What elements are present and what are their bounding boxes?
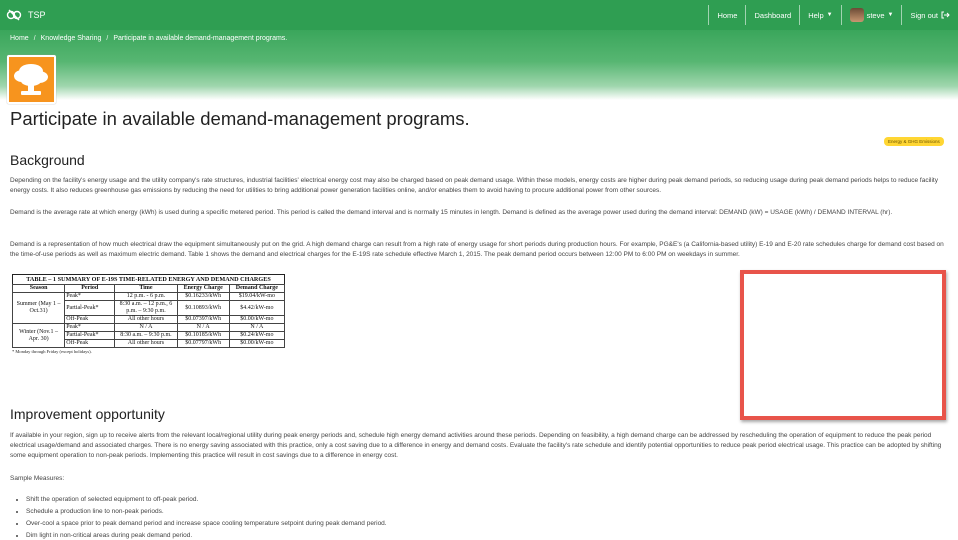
time-cell: 8:30 a.m. – 12 p.m., 6 p.m. – 9:30 p.m. — [115, 301, 177, 316]
table-header: Time — [115, 285, 177, 293]
avatar — [850, 8, 864, 22]
improvement-heading: Improvement opportunity — [10, 406, 165, 422]
demand-cell: $19.04/kW-mo — [229, 293, 284, 301]
breadcrumb — [10, 35, 287, 42]
period-cell: Off-Peak — [65, 340, 115, 348]
background-paragraph-3: Demand is a representation of how much electrical draw the equipment simultaneously put on the grid. A high demand charge can result from a high rate of energy usage for short periods during production hours. For example, PG&E's (a California-based utility) E-19 and E-20 rate schedules charge for demand cost based on the time-of-use periods as well as maximum electric demand. Table 1 shows the demand and electrical charges for the E-19S rate schedule effective March 1, 2015. The peak demand period occurs between 12:00 PM to 6:00 PM on weekdays in summer. — [10, 241, 944, 258]
nav-dashboard-label: Dashboard — [754, 10, 792, 20]
energy-cell: $0.10185/kWh — [177, 332, 229, 340]
table-footnote: * Monday through Friday (except holidays). — [12, 349, 92, 354]
table-row — [13, 293, 285, 301]
page-title: Participate in available demand-management programs. — [10, 108, 470, 129]
list-item: • Over-cool a space prior to peak demand period and increase space cooling temperature setpoint during peak demand period. — [26, 518, 387, 530]
list-item: • Shift the operation of selected equipment to off-peak period. — [26, 494, 387, 506]
list-item: • Dim light in non-critical areas during peak demand period. — [26, 530, 387, 540]
nav-signout-link[interactable] — [901, 5, 958, 25]
table-header: Period — [65, 285, 115, 293]
nav-home-link[interactable] — [708, 5, 745, 25]
nav-signout-label: Sign out — [910, 10, 938, 20]
app-name: TSP — [28, 10, 46, 20]
sample-measures-label: Sample Measures: — [10, 475, 65, 482]
background-paragraph-1: Depending on the facility's energy usage and the utility company's rate structures, industrial facilities' electrical energy cost may also be charged based on peak demand usage. Within these models, energy costs are higher during peak demand periods, so reducing usage during peak demand periods helps to reduce facility energy costs. It also reduces greenhouse gas emissions by reducing the need for utilities to bring additional power generation facilities online, and/or enables them to avoid having to procure additional power from other sources. — [10, 177, 938, 194]
season-cell: Winter (Nov.1 – Apr. 30) — [13, 324, 65, 348]
period-cell: Partial-Peak* — [65, 301, 115, 316]
demand-cell: $0.24/kW-mo — [229, 332, 284, 340]
caret-down-icon: ▼ — [826, 12, 833, 18]
period-cell: Peak* — [65, 293, 115, 301]
demand-cell: $0.00/kW-mo — [229, 316, 284, 324]
highlighted-panel — [740, 270, 946, 420]
table-row — [13, 324, 285, 332]
rate-table — [12, 274, 285, 348]
time-cell: All other hours — [115, 340, 177, 348]
demand-cell: N / A — [229, 324, 284, 332]
nav-dashboard-link[interactable] — [745, 5, 799, 25]
list-item: • Schedule a production line to non-peak periods. — [26, 506, 387, 518]
energy-cell: N / A — [177, 324, 229, 332]
table-caption: TABLE – 1 SUMMARY OF E-19S TIME-RELATED ENERGY AND DEMAND CHARGES — [12, 274, 285, 284]
rate-table-figure — [12, 274, 287, 354]
background-heading: Background — [10, 152, 85, 168]
breadcrumb-separator: / — [106, 35, 109, 42]
time-cell: 12 p.m. - 6 p.m. — [115, 293, 177, 301]
brand[interactable] — [0, 7, 46, 23]
nav-help-label: Help — [808, 10, 824, 20]
cloud-smoke-icon — [9, 57, 54, 102]
sign-out-icon — [941, 11, 950, 19]
sample-measures-list — [26, 494, 387, 540]
tsp-logo-icon — [6, 7, 22, 23]
table-header: Energy Charge — [177, 285, 229, 293]
breadcrumb-separator: / — [33, 35, 36, 42]
time-cell: N / A — [115, 324, 177, 332]
breadcrumb-knowledge-sharing[interactable]: Knowledge Sharing — [40, 35, 102, 42]
period-cell: Peak* — [65, 324, 115, 332]
period-cell: Off-Peak — [65, 316, 115, 324]
nav-menu — [708, 0, 958, 30]
nav-home-label: Home — [717, 10, 738, 20]
top-navbar — [0, 0, 958, 30]
background-paragraph-2: Demand is the average rate at which energy (kWh) is used during a specific metered period. This period is called the demand interval and is normally 15 minutes in length. Demand is defined as the average power used during the demand interval: DEMAND (kW) = USAGE (kWh) / DEMAND INTERVAL (hr). — [10, 209, 893, 216]
practice-icon — [7, 55, 56, 104]
energy-cell: $0.07397/kWh — [177, 316, 229, 324]
caret-down-icon: ▼ — [887, 12, 894, 18]
nav-help-dropdown[interactable] — [799, 5, 840, 25]
energy-cell: $0.16233/kWh — [177, 293, 229, 301]
demand-cell: $0.00/kW-mo — [229, 340, 284, 348]
breadcrumb-home[interactable]: Home — [10, 35, 29, 42]
demand-cell: $4.42/kW-mo — [229, 301, 284, 316]
time-cell: 8:30 a.m. – 9:30 p.m. — [115, 332, 177, 340]
time-cell: All other hours — [115, 316, 177, 324]
category-tag[interactable]: Energy & GHG Emissions — [884, 137, 944, 146]
energy-cell: $0.07797/kWh — [177, 340, 229, 348]
period-cell: Partial-Peak* — [65, 332, 115, 340]
season-cell: Summer (May 1 – Oct.31) — [13, 293, 65, 324]
nav-user-label: steve — [866, 10, 885, 20]
breadcrumb-current: Participate in available demand-management programs. — [113, 35, 288, 42]
nav-user-dropdown[interactable] — [841, 5, 902, 25]
energy-cell: $0.10893/kWh — [177, 301, 229, 316]
improvement-paragraph: If available in your region, sign up to receive alerts from the relevant local/regional utility during peak energy periods and, schedule high energy demand activities around these periods. Depending on feasibility, a high demand charge can be addressed by rescheduling the operation of equipment to reduce the peak period electrical usage/demand and associated charges. There is no energy saving associated with this practice, only a cost saving due to a difference in energy and demand costs. Evaluate the facility's rate schedule and identify potential opportunities to reduce peak period electrical usage. This practice can be adopted by shifting some equipment operation to non-peak periods. Implementing this practice will result in cost savings due to a difference in energy cost. — [10, 432, 942, 459]
table-header: Season — [13, 285, 65, 293]
table-header: Demand Charge — [229, 285, 284, 293]
